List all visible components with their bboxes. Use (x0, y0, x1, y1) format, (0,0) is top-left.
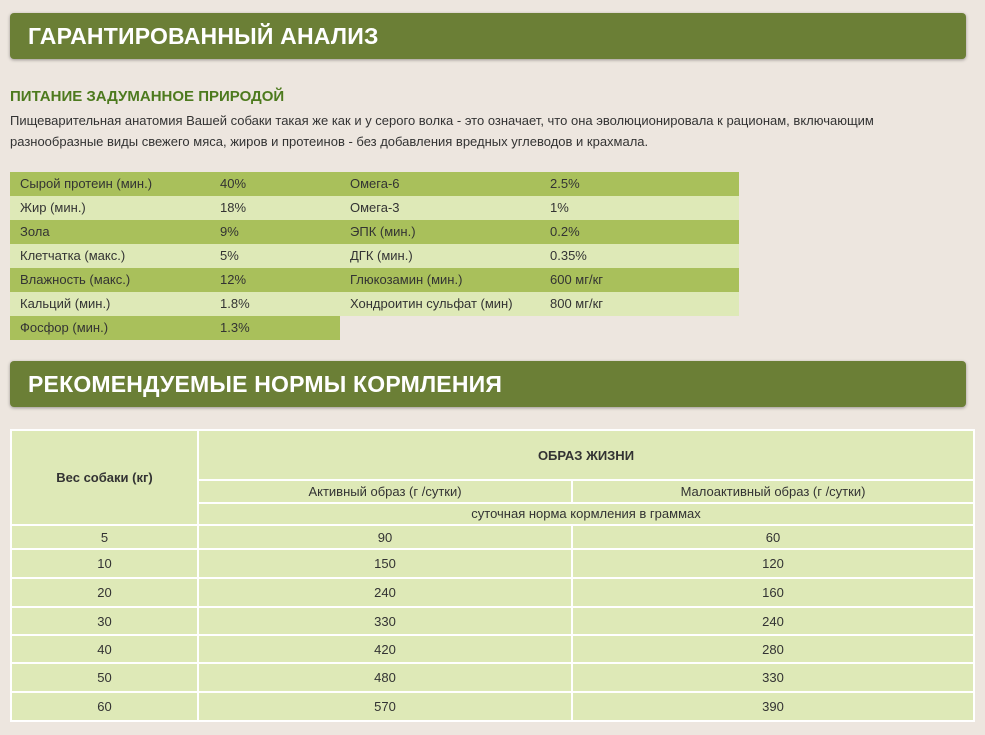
nutrient-value: 600 мг/кг (540, 268, 739, 292)
weight-cell: 20 (11, 578, 198, 607)
nutrient-value: 1% (540, 196, 739, 220)
nutrient-name: Кальций (мин.) (10, 292, 210, 316)
analysis-row (10, 292, 739, 316)
inactive-cell: 280 (572, 635, 974, 663)
analysis-row (10, 316, 739, 340)
section-banner-analysis (10, 13, 966, 59)
table-row (11, 635, 974, 663)
nutrient-value: 18% (210, 196, 340, 220)
table-row (11, 525, 974, 549)
nutrient-name: Омега-3 (340, 196, 540, 220)
nutrient-value: 1.3% (210, 316, 340, 340)
empty-cell (340, 316, 540, 340)
empty-cell (540, 316, 739, 340)
weight-cell: 50 (11, 663, 198, 692)
weight-cell: 40 (11, 635, 198, 663)
analysis-row (10, 196, 739, 220)
nutrient-name: Зола (10, 220, 210, 244)
weight-header: Вес собаки (кг) (11, 430, 198, 525)
nutrient-value: 2.5% (540, 172, 739, 196)
active-header: Активный образ (г /сутки) (198, 480, 572, 502)
table-row (11, 549, 974, 578)
weight-cell: 5 (11, 525, 198, 549)
nutrient-value: 12% (210, 268, 340, 292)
nutrient-value: 9% (210, 220, 340, 244)
table-row (11, 578, 974, 607)
nutrient-value: 0.2% (540, 220, 739, 244)
feeding-note: суточная норма кормления в граммах (198, 503, 974, 525)
guaranteed-analysis-table (10, 172, 739, 340)
lifestyle-header: ОБРАЗ ЖИЗНИ (198, 430, 974, 480)
table-row (11, 663, 974, 692)
inactive-cell: 240 (572, 607, 974, 635)
inactive-cell: 60 (572, 525, 974, 549)
section-title-analysis: ГАРАНТИРОВАННЫЙ АНАЛИЗ (28, 23, 379, 49)
nutrient-name: Омега-6 (340, 172, 540, 196)
weight-cell: 10 (11, 549, 198, 578)
nutrient-name: Влажность (макс.) (10, 268, 210, 292)
nutrient-name: Жир (мин.) (10, 196, 210, 220)
nutrient-value: 0.35% (540, 244, 739, 268)
nutrient-value: 5% (210, 244, 340, 268)
active-cell: 570 (198, 692, 572, 721)
active-cell: 420 (198, 635, 572, 663)
nutrition-subheading: ПИТАНИЕ ЗАДУМАННОЕ ПРИРОДОЙ (10, 88, 285, 105)
nutrient-name: Клетчатка (макс.) (10, 244, 210, 268)
inactive-cell: 160 (572, 578, 974, 607)
feeding-table (10, 429, 975, 722)
inactive-cell: 390 (572, 692, 974, 721)
nutrient-name: ДГК (мин.) (340, 244, 540, 268)
section-banner-feeding (10, 361, 966, 407)
nutrient-value: 800 мг/кг (540, 292, 739, 316)
intro-paragraph: Пищеварительная анатомия Вашей собаки такая же как и у серого волка - это означает, что она эволюционировала к рационам, включающим разнообразные виды свежего мяса, жиров и протеинов - без добавления вредных углеводов и крахмала. (10, 113, 874, 149)
analysis-row (10, 220, 739, 244)
analysis-row (10, 268, 739, 292)
section-title-feeding: РЕКОМЕНДУЕМЫЕ НОРМЫ КОРМЛЕНИЯ (28, 371, 503, 397)
inactive-cell: 330 (572, 663, 974, 692)
inactive-cell: 120 (572, 549, 974, 578)
nutrient-name: Фосфор (мин.) (10, 316, 210, 340)
active-cell: 150 (198, 549, 572, 578)
active-cell: 90 (198, 525, 572, 549)
weight-cell: 30 (11, 607, 198, 635)
active-cell: 480 (198, 663, 572, 692)
nutrient-name: Глюкозамин (мин.) (340, 268, 540, 292)
weight-cell: 60 (11, 692, 198, 721)
feeding-header-row (11, 430, 974, 480)
analysis-row (10, 172, 739, 196)
active-cell: 330 (198, 607, 572, 635)
nutrient-name: ЭПК (мин.) (340, 220, 540, 244)
nutrient-name: Сырой протеин (мин.) (10, 172, 210, 196)
active-cell: 240 (198, 578, 572, 607)
table-row (11, 692, 974, 721)
analysis-row (10, 244, 739, 268)
nutrient-value: 1.8% (210, 292, 340, 316)
nutrient-value: 40% (210, 172, 340, 196)
table-row (11, 607, 974, 635)
inactive-header: Малоактивный образ (г /сутки) (572, 480, 974, 502)
nutrient-name: Хондроитин сульфат (мин) (340, 292, 540, 316)
